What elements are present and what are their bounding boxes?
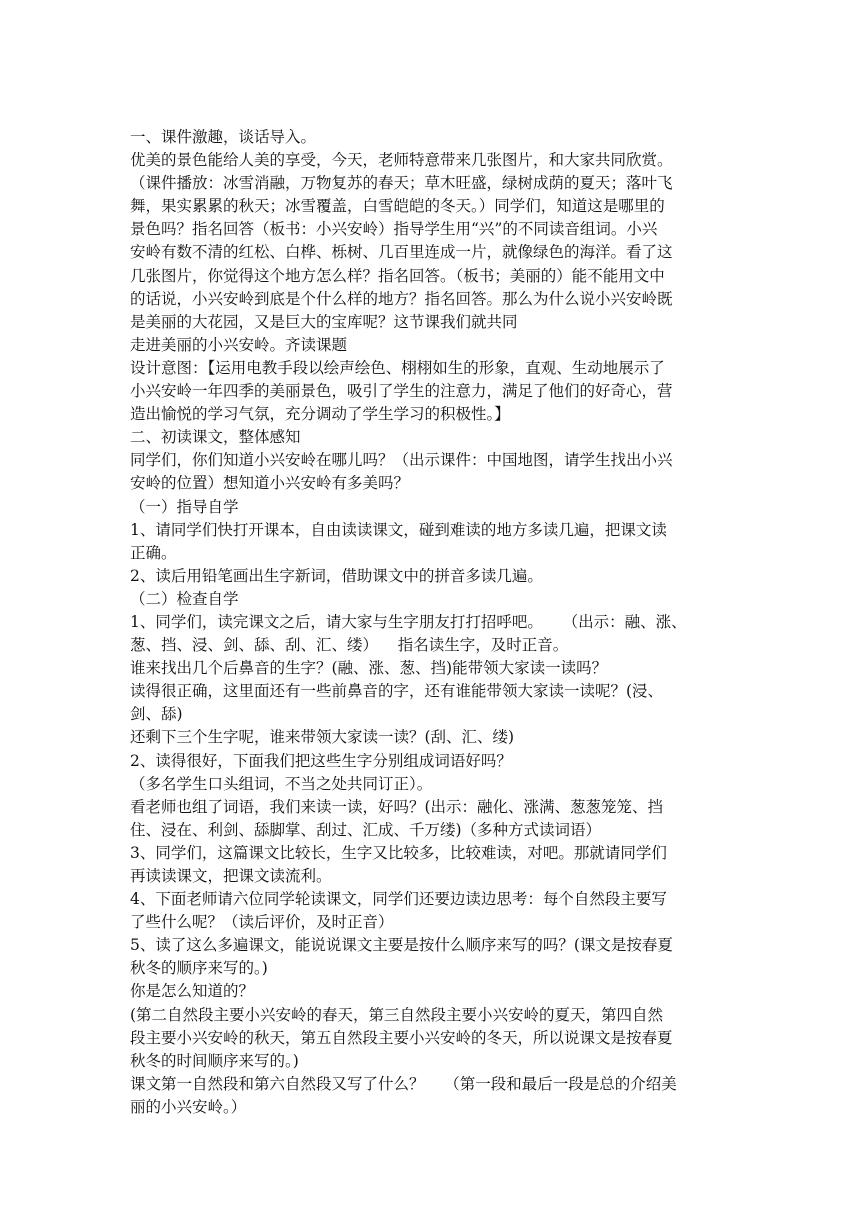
- text-line: 4、下面老师请六位同学轮读课文，同学们还要边读边思考：每个自然段主要写: [130, 890, 667, 909]
- text-line: 3、同学们，这篇课文比较长，生字又比较多，比较难读，对吧。那就请同学们: [130, 843, 667, 862]
- text-line: 舞，果实累累的秋天；冰雪覆盖，白雪皑皑的冬天。）同学们，知道这是哪里的: [130, 197, 665, 216]
- text-line: 你是怎么知道的？: [130, 982, 255, 1001]
- text-line: 谁来找出几个后鼻音的生字？(融、涨、葱、挡)能带领大家读一读吗？: [130, 659, 608, 678]
- text-line: 葱、挡、浸、剑、舔、刮、汇、缕） 指名读生字，及时正音。: [130, 636, 569, 655]
- text-line: （二）检查自学: [130, 589, 239, 608]
- text-line: 二、初读课文，整体感知: [130, 428, 301, 447]
- text-line: 秋冬的时间顺序来写的。): [130, 1051, 299, 1070]
- text-line: 正确。: [130, 543, 177, 562]
- text-line: 安岭的位置）想知道小兴安岭有多美吗？: [130, 474, 410, 493]
- text-line: 剑、舔): [130, 705, 183, 724]
- text-line: 住、浸在、利剑、舔脚掌、刮过、汇成、千万缕)（多种方式读词语）: [130, 820, 602, 839]
- text-line: （多名学生口头组词，不当之处共同订正）。: [130, 774, 433, 793]
- text-line: 看老师也组了词语，我们来读一读，好吗？(出示：融化、涨满、葱葱笼笼、挡: [130, 797, 664, 816]
- document-page: [130, 126, 740, 1119]
- text-line: 秋冬的顺序来写的。): [130, 959, 268, 978]
- text-line: 同学们，你们知道小兴安岭在哪儿吗？（出示课件：中国地图，请学生找出小兴: [130, 451, 673, 470]
- text-line: (第二自然段主要小兴安岭的春天，第三自然段主要小兴安岭的夏天，第四自然: [130, 1005, 664, 1024]
- text-line: 走进美丽的小兴安岭。齐读课题: [130, 335, 348, 354]
- text-line: 小兴安岭一年四季的美丽景色，吸引了学生的注意力，满足了他们的好奇心，营: [130, 382, 673, 401]
- text-line: 是美丽的大花园，又是巨大的宝库呢？这节课我们就共同: [130, 312, 518, 331]
- text-line: 几张图片，你觉得这个地方怎么样？指名回答。（板书；美丽的）能不能用文中: [130, 266, 665, 285]
- text-line: 一、课件激趣，谈话导入。: [130, 128, 317, 146]
- text-line: （课件播放：冰雪消融，万物复苏的春天；草木旺盛，绿树成荫的夏天；落叶飞: [130, 174, 673, 193]
- text-line: 2、读后用铅笔画出生字新词，借助课文中的拼音多读几遍。: [130, 566, 543, 585]
- text-line: 景色吗？指名回答（板书：小兴安岭）指导学生用“兴”的不同读音组词。小兴: [130, 220, 658, 239]
- text-line: 课文第一自然段和第六自然段又写了什么？ （第一段和最后一段是总的介绍美: [130, 1074, 677, 1093]
- text-line: 2、读得很好，下面我们把这些生字分别组成词语好吗？: [130, 751, 512, 770]
- text-line: 段主要小兴安岭的秋天，第五自然段主要小兴安岭的冬天，所以说课文是按春夏: [130, 1028, 673, 1047]
- text-line: （一）指导自学: [130, 497, 239, 516]
- text-line: 1、请同学们快打开课本，自由读读课文，碰到难读的地方多读几遍，把课文读: [130, 520, 667, 539]
- text-line: 优美的景色能给人美的享受，今天，老师特意带来几张图片，和大家共同欣赏。: [130, 151, 673, 170]
- text-line: 再读读课文，把课文读流利。: [130, 867, 332, 885]
- text-line: 了些什么呢？（读后评价，及时正音）: [130, 913, 394, 932]
- text-line: 丽的小兴安岭。）: [130, 1097, 247, 1116]
- text-line: 1、同学们，读完课文之后，请大家与生字朋友打打招呼吧。 （出示：融、涨、: [130, 612, 687, 631]
- text-line: 的话说，小兴安岭到底是个什么样的地方？指名回答。那么为什么说小兴安岭既: [130, 289, 673, 308]
- text-line: 还剩下三个生字呢，谁来带领大家读一读？(刮、汇、缕): [130, 728, 515, 747]
- text-line: 造出愉悦的学习气氛，充分调动了学生学习的积极性。】: [130, 405, 510, 424]
- text-line: 设计意图：【运用电教手段以绘声绘色、栩栩如生的形象，直观、生动地展示了: [130, 358, 665, 377]
- text-line: 安岭有数不清的红松、白桦、栎树、几百里连成一片，就像绿色的海洋。看了这: [130, 243, 673, 262]
- text-line: 5、读了这么多遍课文，能说说课文主要是按什么顺序来写的吗？(课文是按春夏: [130, 936, 673, 955]
- text-line: 读得很正确，这里面还有一些前鼻音的字，还有谁能带领大家读一读呢？(浸、: [130, 682, 664, 701]
